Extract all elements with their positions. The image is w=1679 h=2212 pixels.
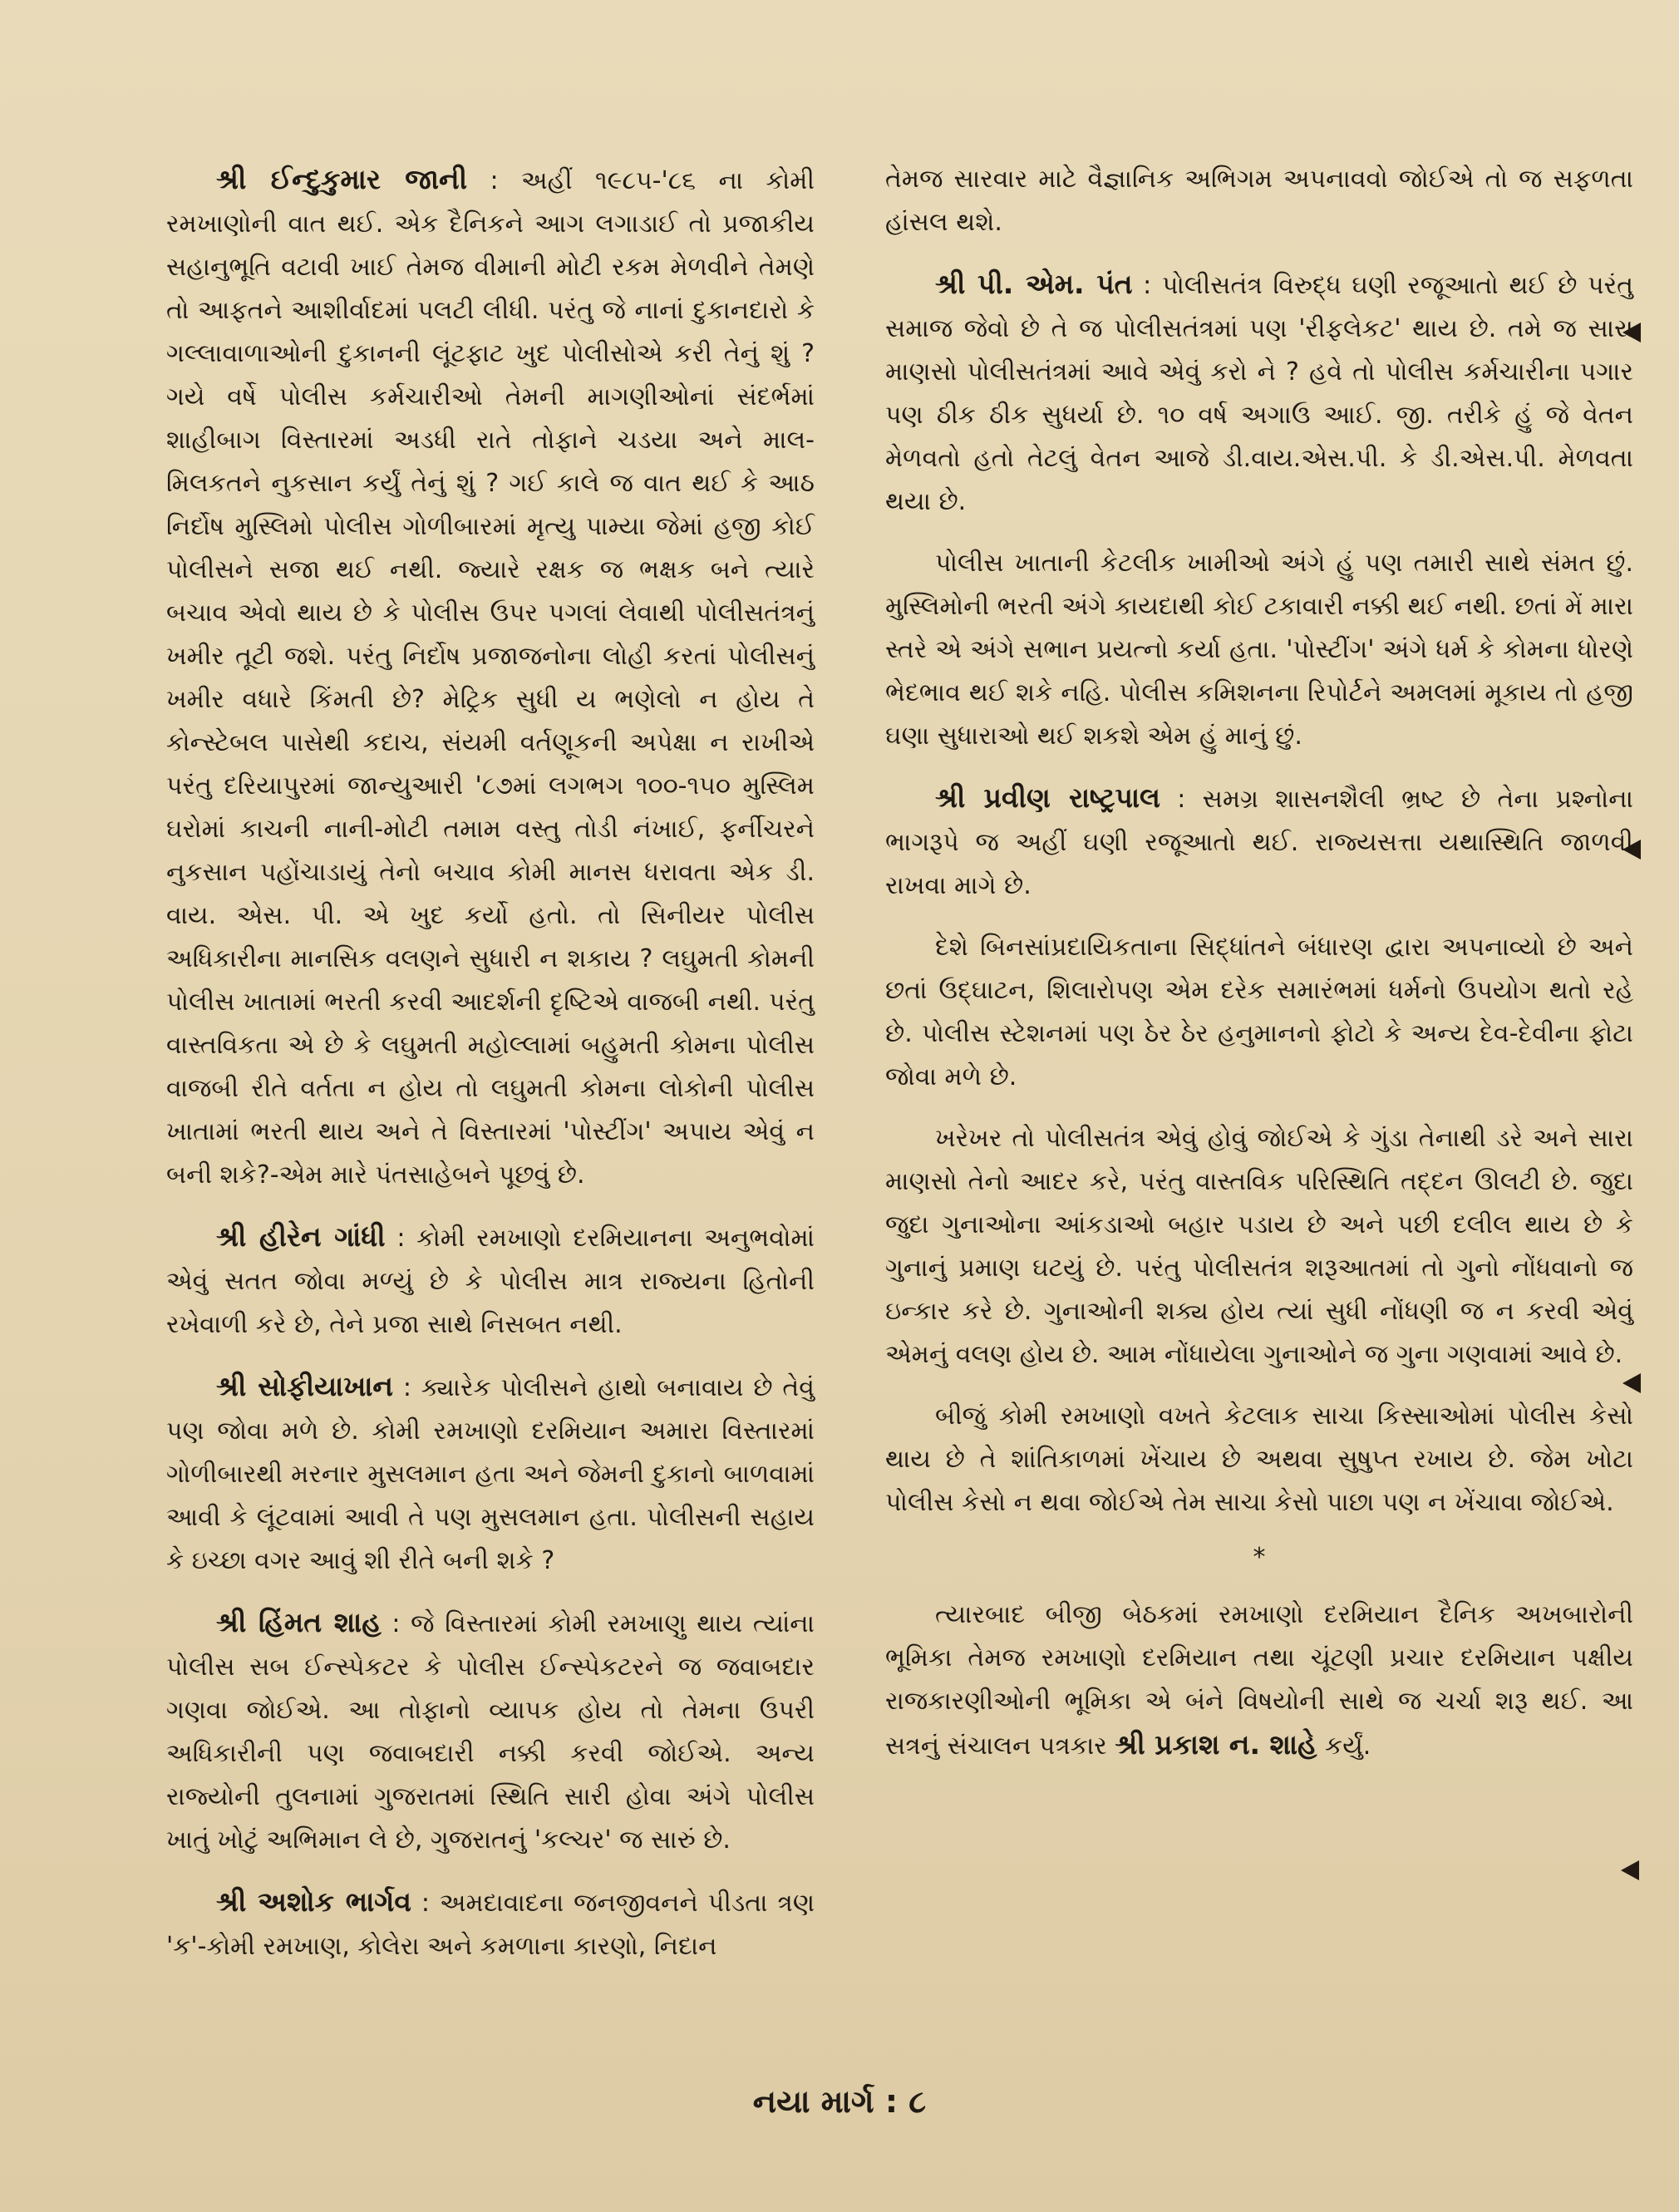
speaker-name: શ્રી પ્રવીણ રાષ્ટ્રપાલ: [935, 781, 1160, 814]
paragraph-pm-pant: [885, 263, 1633, 524]
left-column: [166, 158, 815, 1987]
margin-mark: [1622, 1373, 1641, 1393]
paragraph-pant-cont: [885, 542, 1633, 758]
paragraph-text: ત્યારબાદ બીજી બેઠકમાં રમખાણો દરમિયાન દૈનિક અખબારોની ભૂમિકા તેમજ રમખાણો દરમિયાન તથા ચૂંટણી પ્રચાર દરમિયાન પક્ષીય રાજકારણીઓની ભૂમિકા એ બંને વિષયોની સાથે જ ચર્ચા શરૂ થઈ. આ સત્રનું સંચાલન પત્રકાર: [885, 1600, 1633, 1761]
speaker-name: શ્રી પી. એમ. પંત: [935, 268, 1133, 300]
paragraph-text: કર્યું.: [1317, 1732, 1371, 1761]
paragraph-text: : અમદાવાદના જનજીવનને પીડતા ત્રણ 'ક'-કોમી રમખાણ, કોલેરા અને કમળાના કારણો, નિદાન: [166, 1889, 815, 1961]
paragraph-text: પોલીસ ખાતાની કેટલીક ખામીઓ અંગે હું પણ તમારી સાથે સંમત છું. મુસ્લિમોની ભરતી અંગે કાયદાથી કોઈ ટકાવારી નક્કી થઈ નથી. છતાં મેં મારા સ્તરે એ અંગે સભાન પ્રયત્નો કર્યા હતા. 'પોસ્ટીંગ' અંગે ધર્મ કે કોમના ધોરણે ભેદભાવ થઈ શકે નહિ. પોલીસ કમિશનના રિપોર્ટને અમલમાં મૂકાય તો હજી ઘણા સુધારાઓ થઈ શકશે એમ હું માનું છું.: [885, 549, 1633, 751]
paragraph-text: : જે વિસ્તારમાં કોમી રમખાણુ થાય ત્યાંના પોલીસ સબ ઈન્સ્પેકટર કે પોલીસ ઈન્સ્પેકટરને જ જવાબદાર ગણવા જોઈએ. આ તોફાનો વ્યાપક હોય તો તેમના ઉપરી અધિકારીની પણ જવાબદારી નક્કી કરવી જોઈએ. અન્ય રાજ્યોની તુલનામાં ગુજરાતમાં સ્થિતિ સારી હોવા અંગે પોલીસ ખાતું ખોટું અભિમાન લે છે, ગુજરાતનું 'કલ્ચર' જ સારું છે.: [166, 1609, 815, 1855]
speaker-name: શ્રી ઈન્દુકુમાર જાની: [216, 163, 468, 195]
margin-mark: [1622, 323, 1641, 342]
paragraph-text: : પોલીસતંત્ર વિરુદ્ધ ઘણી રજૂઆતો થઈ છે પરંતુ સમાજ જેવો છે તે જ પોલીસતંત્રમાં પણ 'રીફલેકટ' થાય છે. તમે જ સારા માણસો પોલીસતંત્રમાં આવે એવું કરો ને ? હવે તો પોલીસ કર્મચારીના પગાર પણ ઠીક ઠીક સુધર્યા છે. ૧૦ વર્ષ અગાઉ આઈ. જી. તરીકે હું જે વેતન મેળવતો હતો તેટલું વેતન આજે ડી.વાય.એસ.પી. કે ડી.એસ.પી. મેળવતા થયા છે.: [885, 271, 1634, 516]
paragraph-ashok-bhargav: [166, 1880, 815, 1968]
speaker-name: શ્રી હિંમત શાહ: [216, 1606, 382, 1638]
paragraph-text: દેશે બિનસાંપ્રદાયિકતાના સિદ્ધાંતને બંધારણ દ્વારા અપનાવ્યો છે અને છતાં ઉદ્ઘાટન, શિલારોપણ એમ દરેક સમારંભમાં ધર્મનો ઉપયોગ થતો રહે છે. પોલીસ સ્ટેશનમાં પણ ઠેર ઠેર હનુમાનનો ફોટો કે અન્ય દેવ-દેવીના ફોટા જોવા મળે છે.: [885, 933, 1633, 1091]
paragraph-text: તેમજ સારવાર માટે વૈજ્ઞાનિક અભિગમ અપનાવવો જોઈએ તો જ સફળતા હાંસલ થશે.: [885, 165, 1633, 237]
section-separator: *: [1253, 1543, 1266, 1572]
page-footer: નયા માર્ગ : ૮: [752, 2083, 927, 2120]
paragraph-pravin-rashtrapal: [885, 776, 1633, 908]
speaker-name: શ્રી સોફીયાખાન: [216, 1370, 393, 1402]
right-column: [885, 158, 1633, 1786]
paragraph-second-session: [885, 1594, 1633, 1768]
speaker-name: શ્રી હીરેન ગાંધી: [216, 1220, 386, 1253]
paragraph-text: બીજું કોમી રમખાણો વખતે કેટલાક સાચા કિસ્સાઓમાં પોલીસ કેસો થાય છે તે શાંતિકાળમાં ખેંચાય છે અથવા સુષુપ્ત રખાય છે. જેમ ખોટા પોલીસ કેસો ન થવા જોઈએ તેમ સાચા કેસો પાછા પણ ન ખેંચાવા જોઈએ.: [885, 1402, 1633, 1517]
paragraph-sofiyakhan: [166, 1365, 815, 1583]
paragraph-text: : અહીં ૧૯૮૫-'૮૬ ના કોમી રમખાણોની વાત થઈ. એક દૈનિકને આગ લગાડાઈ તો પ્રજાકીય સહાનુભૂતિ વટાવી ખાઈ તેમજ વીમાની મોટી રકમ મેળવીને તેમણે તો આફતને આશીર્વાદમાં પલટી લીધી. પરંતુ જે નાનાં દુકાનદારો કે ગલ્લાવાળાઓની દુકાનની લૂંટફાટ ખુદ પોલીસોએ કરી તેનું શું ? ગયે વર્ષે પોલીસ કર્મચારીઓ તેમની માગણીઓનાં સંદર્ભમાં શાહીબાગ વિસ્તારમાં અડધી રાતે તોફાને ચડયા અને માલ-મિલકતને નુકસાન કર્યું તેનું શું ? ગઈ કાલે જ વાત થઈ કે આઠ નિર્દોષ મુસ્લિમો પોલીસ ગોળીબારમાં મૃત્યુ પામ્યા જેમાં હજી કોઈ પોલીસને સજા થઈ નથી. જ્યારે રક્ષક જ ભક્ષક બને ત્યારે બચાવ એવો થાય છે કે પોલીસ ઉપર પગલાં લેવાથી પોલીસતંત્રનું ખમીર તૂટી જશે. પરંતુ નિર્દોષ પ્રજાજનોના લોહી કરતાં પોલીસનું ખમીર વધારે કિંમતી છે? મેટ્રિક સુધી ય ભણેલો ન હોય તે કોન્સ્ટેબલ પાસેથી કદાચ, સંયમી વર્તણૂકની અપેક્ષા ન રાખીએ પરંતુ દરિયાપુરમાં જાન્યુઆરી '૮૭માં લગભગ ૧૦૦-૧૫૦ મુસ્લિમ ઘરોમાં કાચની નાની-મોટી તમામ વસ્તુ તોડી નંખાઈ, ફર્નીચરને નુકસાન પહોંચાડાયું તેનો બચાવ કોમી માનસ ધરાવતા એક ડી. વાય. એસ. પી. એ ખુદ કર્યો હતો. તો સિનીયર પોલીસ અધિકારીના માનસિક વલણને સુધારી ન શકાય ? લઘુમતી કોમની પોલીસ ખાતામાં ભરતી કરવી આદર્શની દૃષ્ટિએ વાજબી નથી. પરંતુ વાસ્તવિકતા એ છે કે લઘુમતી મહોલ્લામાં બહુમતી કોમના પોલીસ વાજબી રીતે વર્તતા ન હોય તો લઘુમતી કોમના લોકોની પોલીસ ખાતામાં ભરતી થાય અને તે વિસ્તારમાં 'પોસ્ટીંગ' અપાય એવું ન બની શકે?-એમ મારે પંતસાહેબને પૂછવું છે.: [166, 166, 815, 1190]
paragraph-text: : કોમી રમખાણો દરમિયાનના અનુભવોમાં એવું સતત જોવા મળ્યું છે કે પોલીસ માત્ર રાજ્યના હિતોની રખેવાળી કરે છે, તેને પ્રજા સાથે નિસબત નથી.: [166, 1224, 815, 1339]
margin-mark: [1622, 840, 1641, 860]
paragraph-police-reality: [885, 1117, 1633, 1377]
paragraph-hiren-gandhi: [166, 1215, 815, 1347]
paragraph-secularism: [885, 926, 1633, 1099]
paragraph-text: : સમગ્ર શાસનશૈલી ભ્રષ્ટ છે તેના પ્રશ્નોના ભાગરૂપે જ અહીં ઘણી રજૂઆતો થઈ. રાજ્યસત્તા યથાસ્થિતિ જાળવી રાખવા માગે છે.: [885, 785, 1633, 900]
paragraph-police-cases: [885, 1395, 1633, 1525]
speaker-name: શ્રી પ્રકાશ ન. શાહે: [1115, 1728, 1317, 1761]
paragraph-himmat-shah: [166, 1601, 815, 1862]
paragraph-text: : ક્યારેક પોલીસને હાથો બનાવાય છે તેવું પણ જોવા મળે છે. કોમી રમખાણો દરમિયાન અમારા વિસ્તારમાં ગોળીબારથી મરનાર મુસલમાન હતા અને જેમની દુકાનો બાળવામાં આવી કે લૂંટવામાં આવી તે પણ મુસલમાન હતા. પોલીસની સહાય કે ઇચ્છા વગર આવું શી રીતે બની શકે ?: [166, 1373, 815, 1575]
paragraph-continuation: [885, 158, 1633, 244]
margin-mark: [1621, 1860, 1639, 1880]
speaker-name: શ્રી અશોક ભાર્ગવ: [216, 1885, 411, 1918]
paragraph-text: ખરેખર તો પોલીસતંત્ર એવું હોવું જોઈએ કે ગુંડા તેનાથી ડરે અને સારા માણસો તેનો આદર કરે, પરંતુ વાસ્તવિક પરિસ્થિતિ તદ્દન ઊલટી છે. જુદા જુદા ગુનાઓના આંકડાઓ બહાર પડાય છે અને પછી દલીલ થાય છે કે ગુનાનું પ્રમાણ ઘટયું છે. પરંતુ પોલીસતંત્ર શરૂઆતમાં તો ગુનો નોંધવાનો જ ઇન્કાર કરે છે. ગુનાઓની શક્ય હોય ત્યાં સુધી નોંધણી જ ન કરવી એવું એમનું વલણ હોય છે. આમ નોંધાયેલા ગુનાઓને જ ગુના ગણવામાં આવે છે.: [885, 1124, 1633, 1369]
paragraph-indukumar-jani: [166, 158, 815, 1197]
